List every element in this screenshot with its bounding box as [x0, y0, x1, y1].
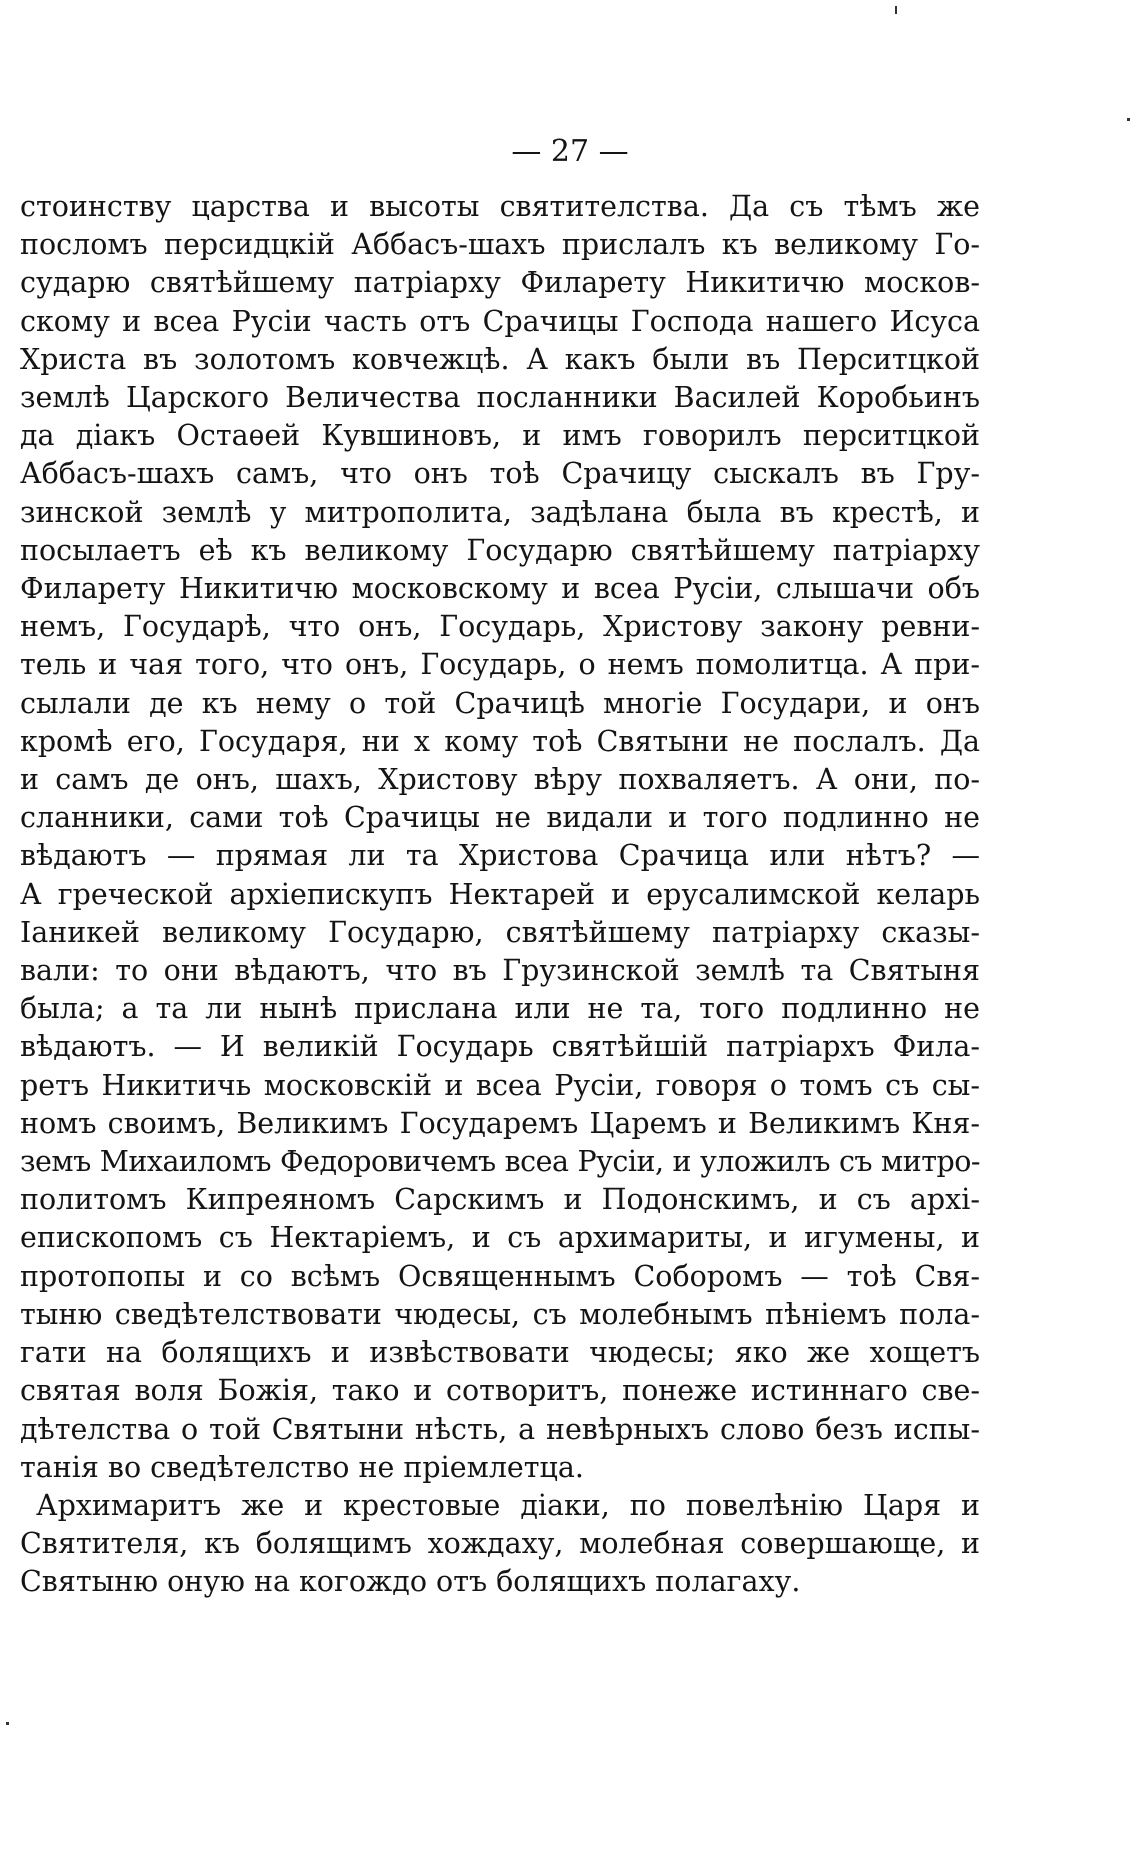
text-line: тыню сведѣтелствовати чюдесы, съ молебнымъ пѣніемъ пола- — [20, 1297, 980, 1331]
text-line: вѣдаютъ. — И великій Государь святѣйшій патріархъ Фила- — [20, 1030, 980, 1064]
text-line: сланники, сами тоѣ Срачицы не видали и того подлинно не — [20, 801, 980, 835]
text-line: скому и всеа Русіи часть отъ Срачицы Господа нашего Исуса — [20, 304, 980, 338]
text-line: землѣ Царского Величества посланники Василей Коробьинъ — [20, 381, 980, 415]
text-line: посылаетъ еѣ къ великому Государю святѣйшему патріарху — [20, 533, 980, 567]
text-line: святая воля Божія, тако и сотворитъ, понеже истиннаго све- — [20, 1374, 980, 1408]
text-line: немъ, Государѣ, что онъ, Государь, Христову закону ревни- — [20, 610, 980, 644]
text-line: посломъ персидцкій Аббасъ-шахъ прислалъ къ великому Го- — [20, 228, 980, 262]
text-line: тель и чая того, что онъ, Государь, о немъ помолитца. А при- — [20, 648, 980, 682]
text-line: сударю святѣйшему патріарху Филарету Никитичю москов- — [20, 266, 980, 300]
text-line: Филарету Никитичю московскому и всеа Русіи, слышачи объ — [20, 572, 980, 606]
text-line: политомъ Кипреяномъ Сарскимъ и Подонскимъ, и съ архі- — [20, 1183, 980, 1217]
text-line: да діакъ Остаѳей Кувшиновъ, и имъ говорилъ перситцкой — [20, 419, 980, 453]
text-line: была; а та ли нынѣ прислана или не та, того подлинно не — [20, 992, 980, 1026]
text-line: Архимаритъ же и крестовые діаки, по повелѣнію Царя и — [36, 1488, 980, 1522]
text-line: Іаникей великому Государю, святѣйшему патріарху сказы- — [20, 915, 980, 949]
text-line: Аббасъ-шахъ самъ, что онъ тоѣ Срачицу сыскалъ въ Гру- — [20, 457, 980, 491]
body-text — [20, 188, 980, 1602]
scan-speck — [895, 6, 897, 14]
text-line: стоинству царства и высоты святителства. Да съ тѣмъ же — [20, 190, 980, 223]
text-line: А греческой архіепискупъ Нектарей и ерусалимской келарь — [20, 877, 980, 911]
text-line: вали: то они вѣдаютъ, что въ Грузинской землѣ та Святыня — [20, 954, 980, 988]
text-line: кромѣ его, Государя, ни х кому тоѣ Святыни не послалъ. Да — [20, 724, 980, 758]
text-line: епископомъ съ Нектаріемъ, и съ архимариты, и игумены, и — [20, 1221, 980, 1255]
text-line: и самъ де онъ, шахъ, Христову вѣру похваляетъ. А они, по- — [20, 763, 980, 797]
paragraph-2 — [20, 1487, 980, 1602]
text-line: вѣдаютъ — прямая ли та Христова Срачица или нѣтъ? — — [20, 839, 980, 873]
text-line: сылали де къ нему о той Срачицѣ многіе Государи, и онъ — [20, 686, 980, 720]
text-line: зинской землѣ у митрополита, задѣлана была въ крестѣ, и — [20, 495, 980, 529]
text-line: Святителя, къ болящимъ хождаху, молебная совершающе, и — [20, 1527, 980, 1561]
text-line: протопопы и со всѣмъ Освященнымъ Соборомъ — тоѣ Свя- — [20, 1259, 980, 1293]
text-line: ретъ Никитичь московскій и всеа Русіи, говоря о томъ съ сы- — [20, 1068, 980, 1102]
scan-speck — [6, 1722, 9, 1725]
paragraph-1 — [20, 188, 980, 1487]
text-line: гати на болящихъ и извѣствовати чюдесы; яко же хощетъ — [20, 1336, 980, 1370]
page-number: — 27 — — [511, 134, 629, 169]
scan-speck — [1127, 118, 1130, 121]
text-line: Святыню оную на когождо отъ болящихъ полагаху. — [20, 1565, 801, 1599]
text-line: Христа въ золотомъ ковчежцѣ. А какъ были въ Перситцкой — [20, 342, 980, 376]
text-line: номъ своимъ, Великимъ Государемъ Царемъ и Великимъ Кня- — [20, 1106, 980, 1140]
text-line: танія во сведѣтелство не пріемлетца. — [20, 1450, 584, 1484]
text-line: земъ Михаиломъ Федоровичемъ всеа Русіи, и уложилъ съ митро- — [20, 1145, 980, 1179]
text-line: дѣтелства о той Святыни нѣсть, а невѣрныхъ слово безъ испы- — [20, 1412, 980, 1446]
